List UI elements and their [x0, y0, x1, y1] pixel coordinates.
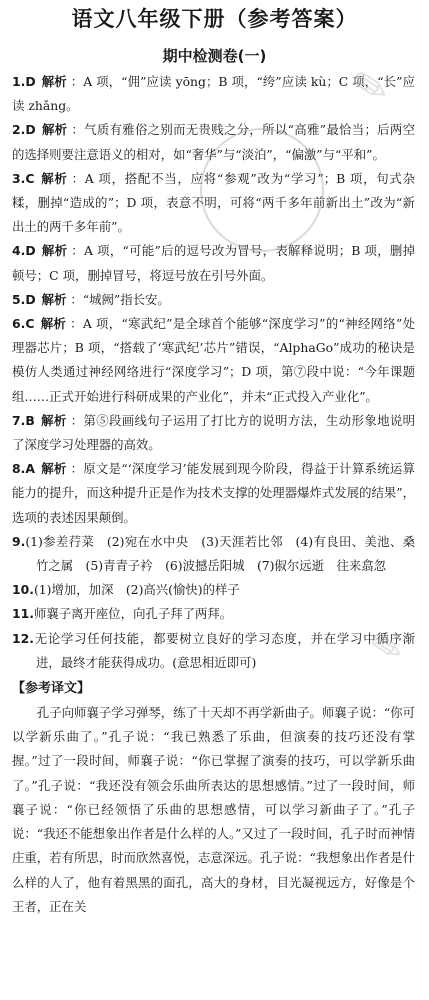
answer-item-1: 1.D 解析 ：A 项，“佣”应读 yōng；B 项，“绔”应读 kù；C 项，“长”应读 zhǎng。	[12, 74, 416, 114]
watermark-bottom-icon: ✎	[365, 622, 408, 674]
answer-item-6: 6.C 解析 ：A 项，“寒武纪”是全球首个能够“深度学习”的“神经网络”处理器芯片；B 项，“搭载了‘寒武纪’芯片”错误，“AlphaGo”成功的秘诀是模仿人类通过神经网络进行“深度学习”；D 项，第⑦段中说：“今年课题组……正式开始进行科研成果的产业化”，并未“正式投入产业化”。	[12, 316, 415, 404]
exam-subtitle: 期中检测卷(一)	[162, 47, 267, 65]
answer-item-5: 5.D 解析 ：“城阙”指长安。	[12, 291, 170, 307]
answer-item-2: 2.D 解析 ：气质有雅俗之别而无贵贱之分，所以“高雅”最恰当；后两空的选择则要注意语义的相对，如“奢华”与“淡泊”，“偏激”与“平和”。	[12, 122, 416, 162]
answer-item-4: 4.D 解析 ：A 项，“可能”后的逗号改为冒号，表解释说明；B 项，删掉顿号；C 项，删掉冒号，将逗号放在引号外面。	[12, 243, 415, 283]
watermark-icon: ✎	[347, 58, 394, 117]
answer-item-7: 7.B 解析 ：第⑤段画线句子运用了打比方的说明方法，生动形象地说明了深度学习处理器的高效。	[12, 412, 416, 453]
answer-item-12: 12.无论学习任何技能，都要树立良好的学习态度，并在学习中循序渐进，最终才能获得成功。(意思相近即可)	[12, 630, 415, 670]
answer-content	[0, 70, 429, 919]
answer-item-8: 8.A 解析 ：原文是“‘深度学习’能发展到现今阶段，得益于计算系统运算能力的提升，而这种提升正是作为技术支撑的处理器爆炸式发展的结果”，选项的表述因果颠倒。	[12, 461, 416, 525]
page-title: 语文八年级下册（参考答案）	[71, 7, 358, 31]
answer-item-3: 3.C 解析 ：A 项，搭配不当，应将“参观”改为“学习”；B 项，句式杂糅，删掉“造成的”；D 项，表意不明，可将“两千多年前新出土”改为“新出土的两千多年前”。	[12, 170, 415, 235]
answer-item-11: 11.师襄子离开座位，向孔子拜了两拜。	[12, 606, 233, 622]
answer-item-10: 10.(1)增加，加深 (2)高兴(愉快)的样子	[12, 582, 240, 598]
translation-heading: 【参考译文】	[12, 681, 91, 697]
answer-item-9: 9.(1)参差荇菜 (2)宛在水中央 (3)天涯若比邻 (4)有良田、美池、桑竹之属 (5)青青子衿 (6)波撼岳阳城 (7)俶尔远逝 往来翕忽	[12, 533, 415, 574]
translation-paragraph: 孔子向师襄子学习弹琴，练了十天却不再学新曲子。师襄子说：“你可以学新乐曲了。”孔子说：“我已熟悉了乐曲，但演奏的技巧还没有掌握。”过了一段时间，师襄子说：“你已掌握了演奏的技巧，可以学新乐曲了。”孔子说：“我还没有领会乐曲所表达的思想感情。”过了一段时间，师襄子说：“你已经领悟了乐曲的思想感情，可以学习新曲子了。”孔子说：“我还不能想象出作者是什么样的人。”又过了一段时间，孔子时而神情庄重，若有所思，时而欣然喜悦，志意深远。孔子说：“我想象出作者是什么样的人了，他有着黑黑的面孔，高大的身材，目光凝视远方，好像是个王者，正在关	[12, 705, 415, 914]
